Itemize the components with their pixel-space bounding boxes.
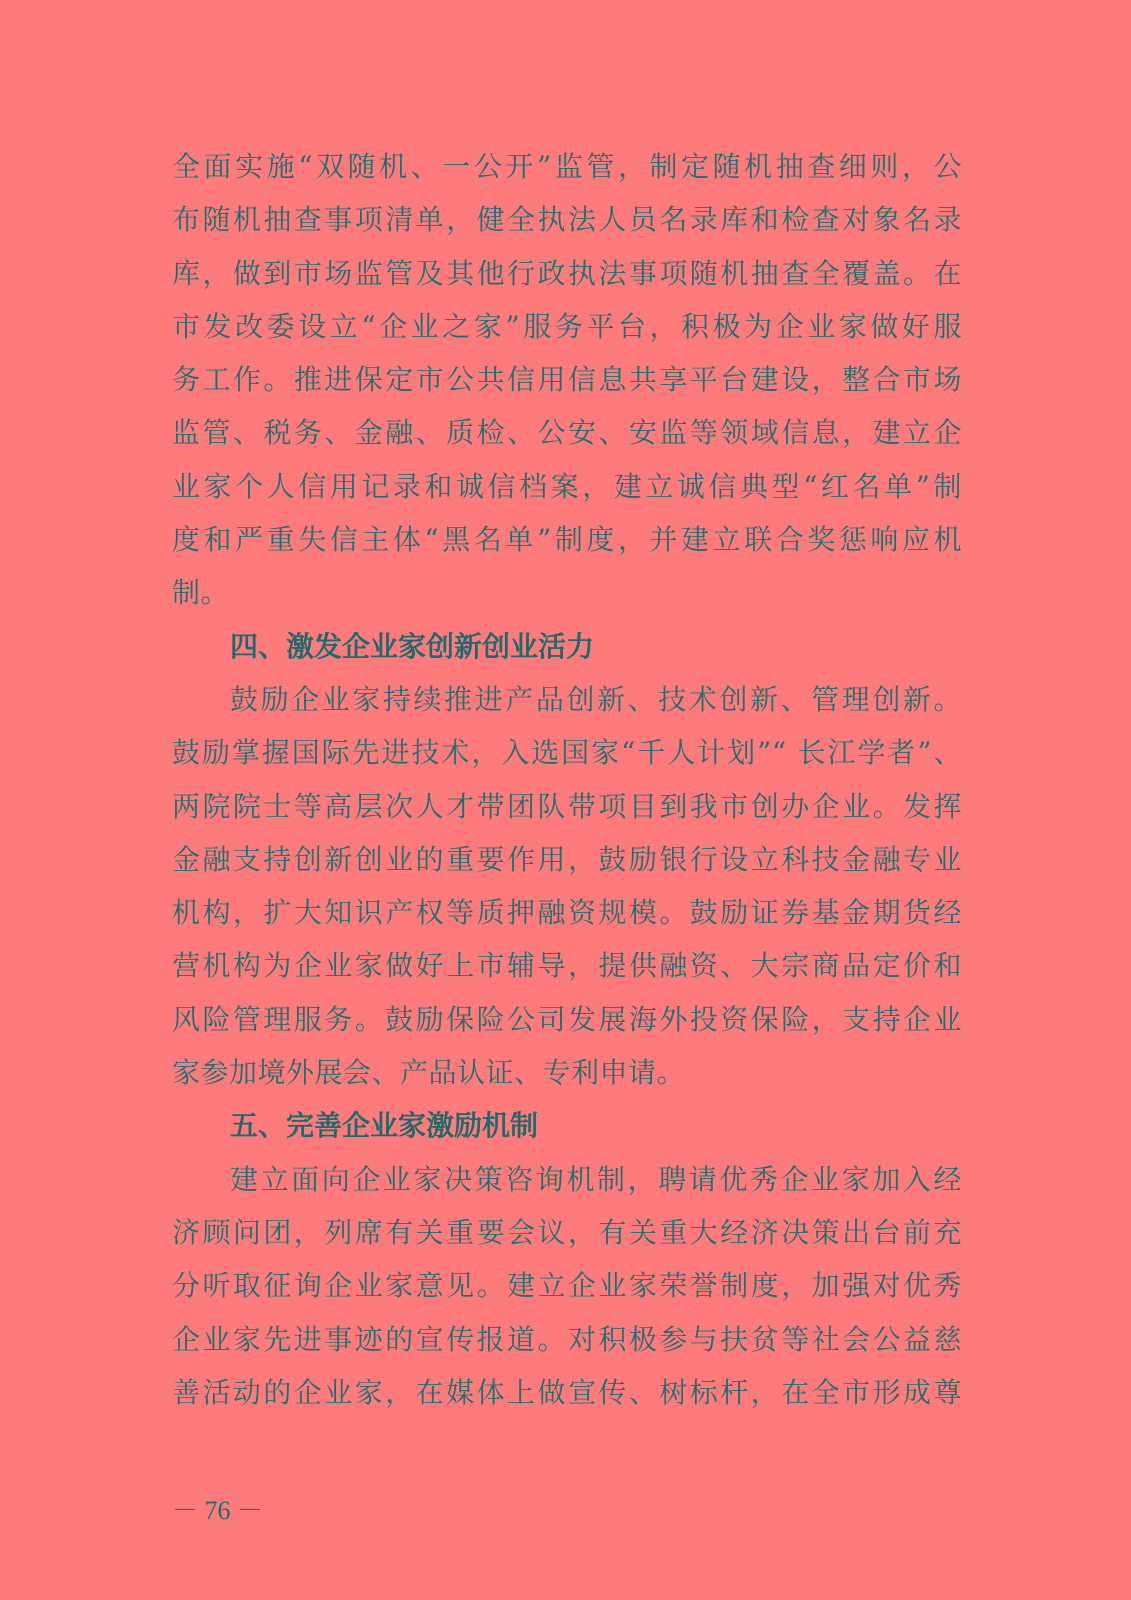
paragraph-line: 市发改委设立“企业之家”服务平台，积极为企业家做好服	[172, 309, 962, 343]
paragraph-line: 布随机抽查事项清单，健全执法人员名录库和检查对象名录	[172, 203, 962, 237]
paragraph-line: 营机构为企业家做好上市辅导，提供融资、大宗商品定价和	[172, 949, 962, 983]
paragraph-line: 风险管理服务。鼓励保险公司发展海外投资保险，支持企业	[172, 1002, 962, 1036]
paragraph-line: 库，做到市场监管及其他行政执法事项随机抽查全覆盖。在	[172, 256, 962, 290]
paragraph-line: 业家个人信用记录和诚信档案，建立诚信典型“红名单”制	[172, 469, 962, 503]
paragraph-line: 济顾问团，列席有关重要会议，有关重大经济决策出台前充	[172, 1215, 962, 1249]
paragraph-line: 企业家先进事迹的宣传报道。对积极参与扶贫等社会公益慈	[172, 1322, 962, 1356]
paragraph-line: 家参加境外展会、产品认证、专利申请。	[172, 1056, 686, 1090]
paragraph-line: 善活动的企业家，在媒体上做宣传、树标杆，在全市形成尊	[172, 1375, 962, 1409]
paragraph-line: 机构，扩大知识产权等质押融资规模。鼓励证券基金期货经	[172, 896, 962, 930]
paragraph-line: 务工作。推进保定市公共信用信息共享平台建设，整合市场	[172, 363, 962, 397]
paragraph-line: 两院院士等高层次人才带团队带项目到我市创办企业。发挥	[172, 789, 962, 823]
document-body	[172, 140, 962, 1419]
paragraph-line: 鼓励企业家持续推进产品创新、技术创新、管理创新。	[230, 682, 962, 716]
paragraph-line: 监管、税务、金融、质检、公安、安监等领域信息，建立企	[172, 416, 962, 450]
paragraph-line: 全面实施“双随机、一公开”监管，制定随机抽查细则，公	[172, 150, 962, 183]
page-number: － 76 －	[172, 1496, 264, 1525]
paragraph-line: 金融支持创新创业的重要作用，鼓励银行设立科技金融专业	[172, 842, 962, 876]
section-heading: 四、激发企业家创新创业活力	[230, 629, 595, 663]
paragraph-line: 建立面向企业家决策咨询机制，聘请优秀企业家加入经	[230, 1162, 962, 1196]
paragraph-line: 鼓励掌握国际先进技术，入选国家“千人计划”“ 长江学者”、	[172, 736, 962, 770]
paragraph-line: 分听取征询企业家意见。建立企业家荣誉制度，加强对优秀	[172, 1269, 962, 1303]
paragraph-line: 度和严重失信主体“黑名单”制度，并建立联合奖惩响应机	[172, 523, 962, 557]
paragraph-line: 制。	[172, 576, 230, 610]
section-heading: 五、完善企业家激励机制	[230, 1109, 539, 1143]
